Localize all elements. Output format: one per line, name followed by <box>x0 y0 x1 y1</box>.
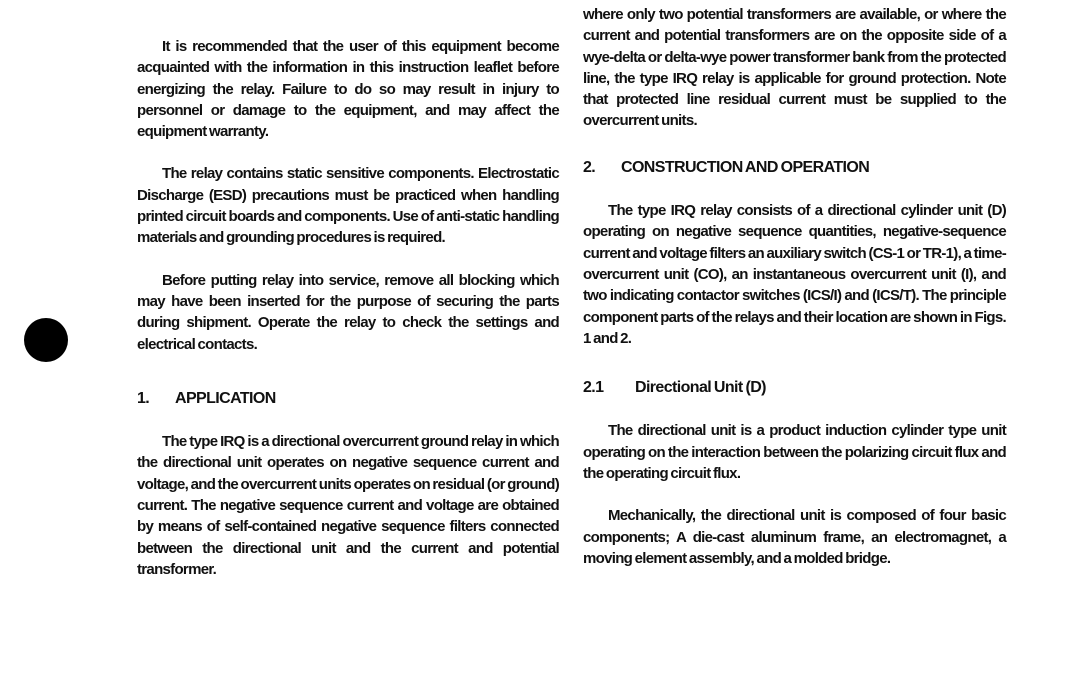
section-title: CONSTRUCTION AND OPERATION <box>621 158 870 176</box>
section-heading-directional-unit <box>583 377 1006 398</box>
section-heading-application <box>137 388 559 409</box>
caution-paragraph-3: Before putting relay into service, remove all blocking which may have been inserted for the purpose of securing the parts during shipment. Operate the relay to check the settings and electrical contacts. <box>137 271 559 353</box>
caution-paragraph-1: It is recommended that the user of this equipment become acquainted with the information in this instruction leaflet before energizing the relay. Failure to do so may result in injury to personnel or damage to the equipment, and may affect the equipment warranty. <box>137 38 559 141</box>
section-title: APPLICATION <box>175 389 276 407</box>
section-number: 2.1 <box>583 379 604 397</box>
section-number: 2. <box>583 158 596 176</box>
section-heading-construction <box>583 157 1006 178</box>
section-number: 1. <box>137 389 150 407</box>
caution-paragraph-2: The relay contains static sensitive components. Electrostatic Discharge (ESD) precautions must be practiced when handling printed circuit boards and components. Use of anti-static handling materials and grounding procedures is required. <box>137 165 559 247</box>
application-paragraph: The type IRQ is a directional overcurrent ground relay in which the directional unit operates on negative sequence current and voltage, and the overcurrent units operates on residual (or ground) current. The negative sequence current and voltage are obtained by means of self-contained negative sequence filters connected between the directional unit and the current and potential transformer. <box>137 433 559 578</box>
continued-paragraph: where only two potential transformers are available, or where the current and potential transformers are on the opposite side of a wye-delta or delta-wye power transformer bank from the protected line, the type IRQ relay is applicable for ground protection. Note that protected line residual current must be supplied to the overcurrent units. <box>583 6 1006 130</box>
section-title: Directional Unit (D) <box>635 379 766 397</box>
left-column <box>137 0 559 601</box>
directional-unit-paragraph-2: Mechanically, the directional unit is composed of four basic components; A die-cast aluminum frame, an electromagnet, a moving element assembly, and a molded bridge. <box>583 507 1006 567</box>
right-column <box>583 4 1006 590</box>
cut-off-heading <box>137 0 559 4</box>
construction-paragraph: The type IRQ relay consists of a directional cylinder unit (D) operating on negative sequence quantities, negative-sequence current and voltage filters an auxiliary switch (CS-1 or TR-1), a time-overcurrent unit (CO), an instantaneous overcurrent unit (I), and two indicating contactor switches (ICS/I) and (ICS/T). The principle component parts of the relays and their location are shown in Figs. 1 and 2. <box>583 202 1006 347</box>
binder-hole <box>24 318 68 362</box>
directional-unit-paragraph-1: The directional unit is a product induction cylinder type unit operating on the interaction between the polarizing circuit flux and the operating circuit flux. <box>583 422 1006 483</box>
